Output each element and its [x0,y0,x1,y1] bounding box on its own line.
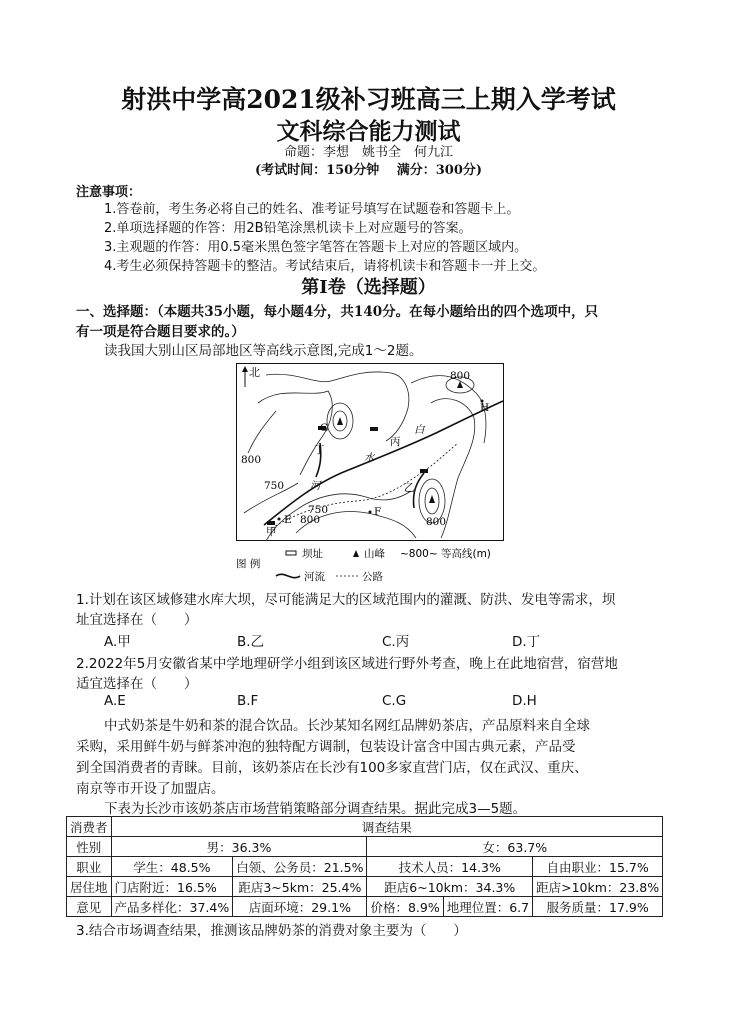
point-label: 丙 [390,436,401,448]
point-label: F [374,506,382,518]
contour-label: 800 [300,514,321,526]
notice-item: 1.答卷前，考生务必将自己的姓名、准考证号填写在试题卷和答题卡上。 [104,202,520,217]
section-title: 第Ⅰ卷（选择题） [301,277,436,298]
q2-line2: 适宜选择在（ ） [76,676,198,692]
table-cell: 距店3~5km：25.4% [233,877,367,897]
point-label: 甲 [266,526,277,538]
passage-line: 采购，采用鲜牛奶与鲜茶冲泡的独特配方调制，包装设计富含中国古典元素，产品受 [76,739,576,755]
survey-table [66,816,663,917]
authors-line: 命题：李想 姚书全 何九江 [283,145,453,160]
q3-text: 3.结合市场调查结果，推测该品牌奶茶的消费对象主要为（ ） [76,923,467,939]
table-row [67,857,663,877]
table-cell: 职业 [67,857,112,877]
contour-label: 750 [308,504,329,516]
legend-peak: 山峰 [364,548,385,560]
legend-contour: ~800~ 等高线(m) [400,548,491,560]
q1-option-d: D.丁 [512,634,541,650]
point-label: H [480,402,490,414]
table-row [67,817,663,837]
table-cell: 自由职业：15.7% [533,857,663,877]
contour-label: 800 [426,516,447,528]
table-cell: 白领、公务员：21.5% [233,857,367,877]
dam-icon [370,427,378,431]
table-cell: 服务质量：17.9% [533,897,663,917]
table-cell: 价格：8.9% [367,897,443,917]
notice-item: 3.主观题的作答：用0.5毫米黑色签字笔答在答题卡上对应的答题区域内。 [104,240,528,255]
contour-label: 800 [450,370,471,382]
table-cell: 店面环境：29.1% [233,897,367,917]
notice-item: 2.单项选择题的作答：用2B铅笔涂黑机读卡上对应题号的答案。 [104,221,472,236]
north-label: 北 [249,366,260,379]
table-cell: 女：63.7% [367,837,663,857]
notice-heading: 注意事项： [76,185,142,200]
table-row [67,877,663,897]
table-cell: 学生：48.5% [111,857,233,877]
dam-icon [420,469,428,473]
table-cell: 距店>10km：23.8% [533,877,663,897]
point-label: 乙 [404,482,415,494]
q1-line2: 址宜选择在（ ） [76,612,198,628]
dam-icon [267,521,275,525]
table-cell: 产品多样化：37.4% [111,897,233,917]
river-label: 河 [310,480,321,492]
river-label: 白 [414,424,425,436]
q2-option-d: D.H [512,693,537,709]
contour-label: 800 [241,454,262,466]
legend-river: 河流 [304,571,325,583]
instructions-line1: 一、选择题：（本题共35小题，每小题4分，共140分。在每小题给出的四个选项中，只 [76,304,599,320]
time-info: (考试时间：150分钟 满分：300分) [254,163,483,178]
point-label: G [320,422,329,434]
contour-map [236,363,504,585]
table-cell: 调查结果 [111,817,663,837]
passage-line: 到全国消费者的青睐。目前，该奶茶店在长沙有100多家直营门店，仅在武汉、重庆、 [76,760,588,776]
q1-option-b: B.乙 [237,634,265,650]
map-intro: 读我国大别山区局部地区等高线示意图,完成1～2题。 [104,343,423,359]
river-label: 水 [364,452,375,464]
point-label: E [284,514,292,526]
table-cell: 意见 [67,897,112,917]
table-row [67,837,663,857]
q1-line1: 1.计划在该区域修建水库大坝，尽可能满足大的区域范围内的灌溉、防洪、发电等需求，坝 [76,592,616,608]
q2-option-a: A.E [104,693,126,709]
table-intro: 下表为长沙市该奶茶店市场营销策略部分调查结果。据此完成3—5题。 [104,801,527,817]
q1-option-c: C.丙 [382,634,410,650]
exam-title: 射洪中学高2021级补习班高三上期入学考试 [121,85,616,114]
contour-label: 750 [264,480,285,492]
q1-option-a: A.甲 [104,634,131,650]
point-label: 丁 [314,444,325,456]
instructions-line2: 有一项是符合题目要求的。） [76,324,245,340]
legend-road: 公路 [362,571,383,583]
passage-line: 南京等市开设了加盟店。 [76,781,225,797]
exam-subtitle: 文科综合能力测试 [276,118,461,145]
table-cell: 消费者 [67,817,112,837]
q2-option-c: C.G [382,693,407,709]
notice-item: 4.考生必须保持答题卡的整洁。考试结束后，请将机读卡和答题卡一并上交。 [104,259,546,274]
table-cell: 门店附近：16.5% [111,877,233,897]
table-cell: 男：36.3% [111,837,367,857]
table-row [67,897,663,917]
table-cell: 性别 [67,837,112,857]
q2-option-b: B.F [237,693,259,709]
table-cell: 地理位置：6.7 [443,897,532,917]
table-cell: 居住地 [67,877,112,897]
legend-dam: 坝址 [302,548,323,560]
table-cell: 技术人员：14.3% [367,857,533,877]
legend-title: 图 例 [236,558,261,570]
passage-line: 中式奶茶是牛奶和茶的混合饮品。长沙某知名网红品牌奶茶店，产品原料来自全球 [104,718,590,734]
table-cell: 距店6~10km：34.3% [367,877,533,897]
q2-line1: 2.2022年5月安徽省某中学地理研学小组到该区域进行野外考查，晚上在此地宿营，宿营地 [76,656,618,672]
